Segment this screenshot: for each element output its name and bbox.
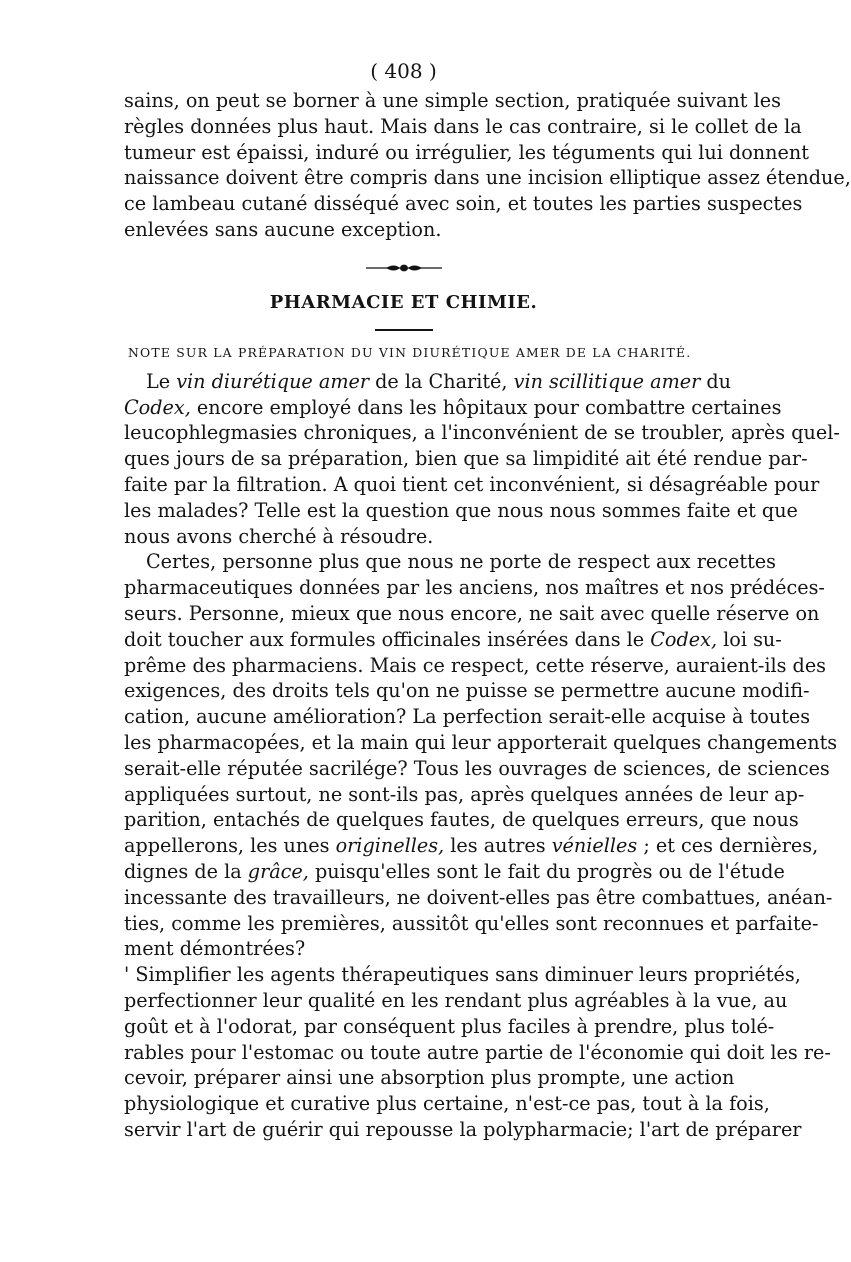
text-line: cevoir, préparer ainsi une absorption plus prompte, une action (124, 1066, 735, 1090)
text-line: serait-elle réputée sacrilége? Tous les ouvrages de sciences, de sciences (124, 756, 830, 780)
text-line: doit toucher aux formules officinales insérées dans le Codex, loi su- (124, 627, 782, 651)
text-line: appellerons, les unes originelles, les autres vénielles ; et ces dernières, (124, 834, 819, 858)
title-rule (124, 329, 683, 331)
text-line: rables pour l'estomac ou toute autre partie de l'économie qui doit les re- (124, 1040, 831, 1064)
text-line: Codex, encore employé dans les hôpitaux pour combattre certaines (124, 395, 782, 419)
text-line: ment démontrées? (124, 937, 306, 961)
text-line: dignes de la grâce, puisqu'elles sont le fait du progrès ou de l'étude (124, 859, 785, 883)
page-number: ( 408 ) (370, 59, 437, 83)
text-line: incessante des travailleurs, ne doivent-elles pas être combattues, anéan- (124, 885, 833, 909)
text-line: faite par la filtration. A quoi tient cet inconvénient, si désagréable pour (124, 472, 820, 496)
text-line: parition, entachés de quelques fautes, de quelques erreurs, que nous (124, 808, 799, 832)
text-line: Certes, personne plus que nous ne porte de respect aux recettes (146, 550, 776, 574)
text-line: les malades? Telle est la question que nous nous sommes faite et que (124, 498, 798, 522)
text-line: nous avons cherché à résoudre. (124, 524, 434, 548)
text-line: ques jours de sa préparation, bien que sa limpidité ait été rendue par- (124, 447, 808, 471)
section-title: PHARMACIE ET CHIMIE. (269, 291, 538, 313)
text-line: goût et à l'odorat, par conséquent plus faciles à prendre, plus tolé- (124, 1014, 775, 1038)
text-line: sains, on peut se borner à une simple section, pratiquée suivant les (124, 89, 781, 112)
text-line: prême des pharmaciens. Mais ce respect, cette réserve, auraient-ils des (124, 653, 827, 677)
note-title: NOTE SUR LA PRÉPARATION DU VIN DIURÉTIQUE AMER DE LA CHARITÉ. (128, 344, 692, 360)
paragraph-1 (124, 369, 840, 550)
text-line: tumeur est épaissi, induré ou irrégulier, les téguments qui lui donnent (124, 140, 809, 164)
text-line: exigences, des droits tels qu'on ne puisse se permettre aucune modifi- (124, 679, 810, 703)
text-line: pharmaceutiques données par les anciens, nos maîtres et nos prédéces- (124, 576, 825, 600)
text-line: servir l'art de guérir qui repousse la polypharmacie; l'art de préparer (124, 1117, 802, 1141)
text-line: enlevées sans aucune exception. (124, 217, 442, 241)
text-line: ce lambeau cutané disséqué avec soin, et toutes les parties suspectes (124, 192, 803, 216)
paragraph-2 (124, 549, 838, 962)
text-line: perfectionner leur qualité en les rendant plus agréables à la vue, au (124, 988, 788, 1012)
text-line: naissance doivent être compris dans une incision elliptique assez étendue, (124, 166, 851, 190)
text-line: appliquées surtout, ne sont-ils pas, après quelques années de leur ap- (124, 782, 805, 806)
text-line: ' Simplifier les agents thérapeutiques sans diminuer leurs propriétés, (124, 963, 801, 987)
paragraph-3 (124, 962, 831, 1143)
text-line: cation, aucune amélioration? La perfection serait-elle acquise à toutes (124, 705, 811, 729)
text-line: ties, comme les premières, aussitôt qu'elles sont reconnues et parfaite- (124, 911, 819, 935)
text-line: les pharmacopées, et la main qui leur apporterait quelques changements (124, 730, 838, 754)
opening-paragraph (124, 88, 851, 243)
text-line: Le vin diurétique amer de la Charité, vin scillitique amer du (146, 369, 732, 393)
text-line: seurs. Personne, mieux que nous encore, ne sait avec quelle réserve on (124, 601, 820, 625)
book-page (124, 56, 851, 1143)
text-line: règles données plus haut. Mais dans le cas contraire, si le collet de la (124, 114, 802, 138)
text-line: physiologique et curative plus certaine, n'est-ce pas, tout à la fois, (124, 1092, 770, 1116)
fleuron-divider-icon (124, 251, 683, 285)
text-line: leucophlegmasies chroniques, a l'inconvénient de se troubler, après quel- (124, 421, 840, 445)
